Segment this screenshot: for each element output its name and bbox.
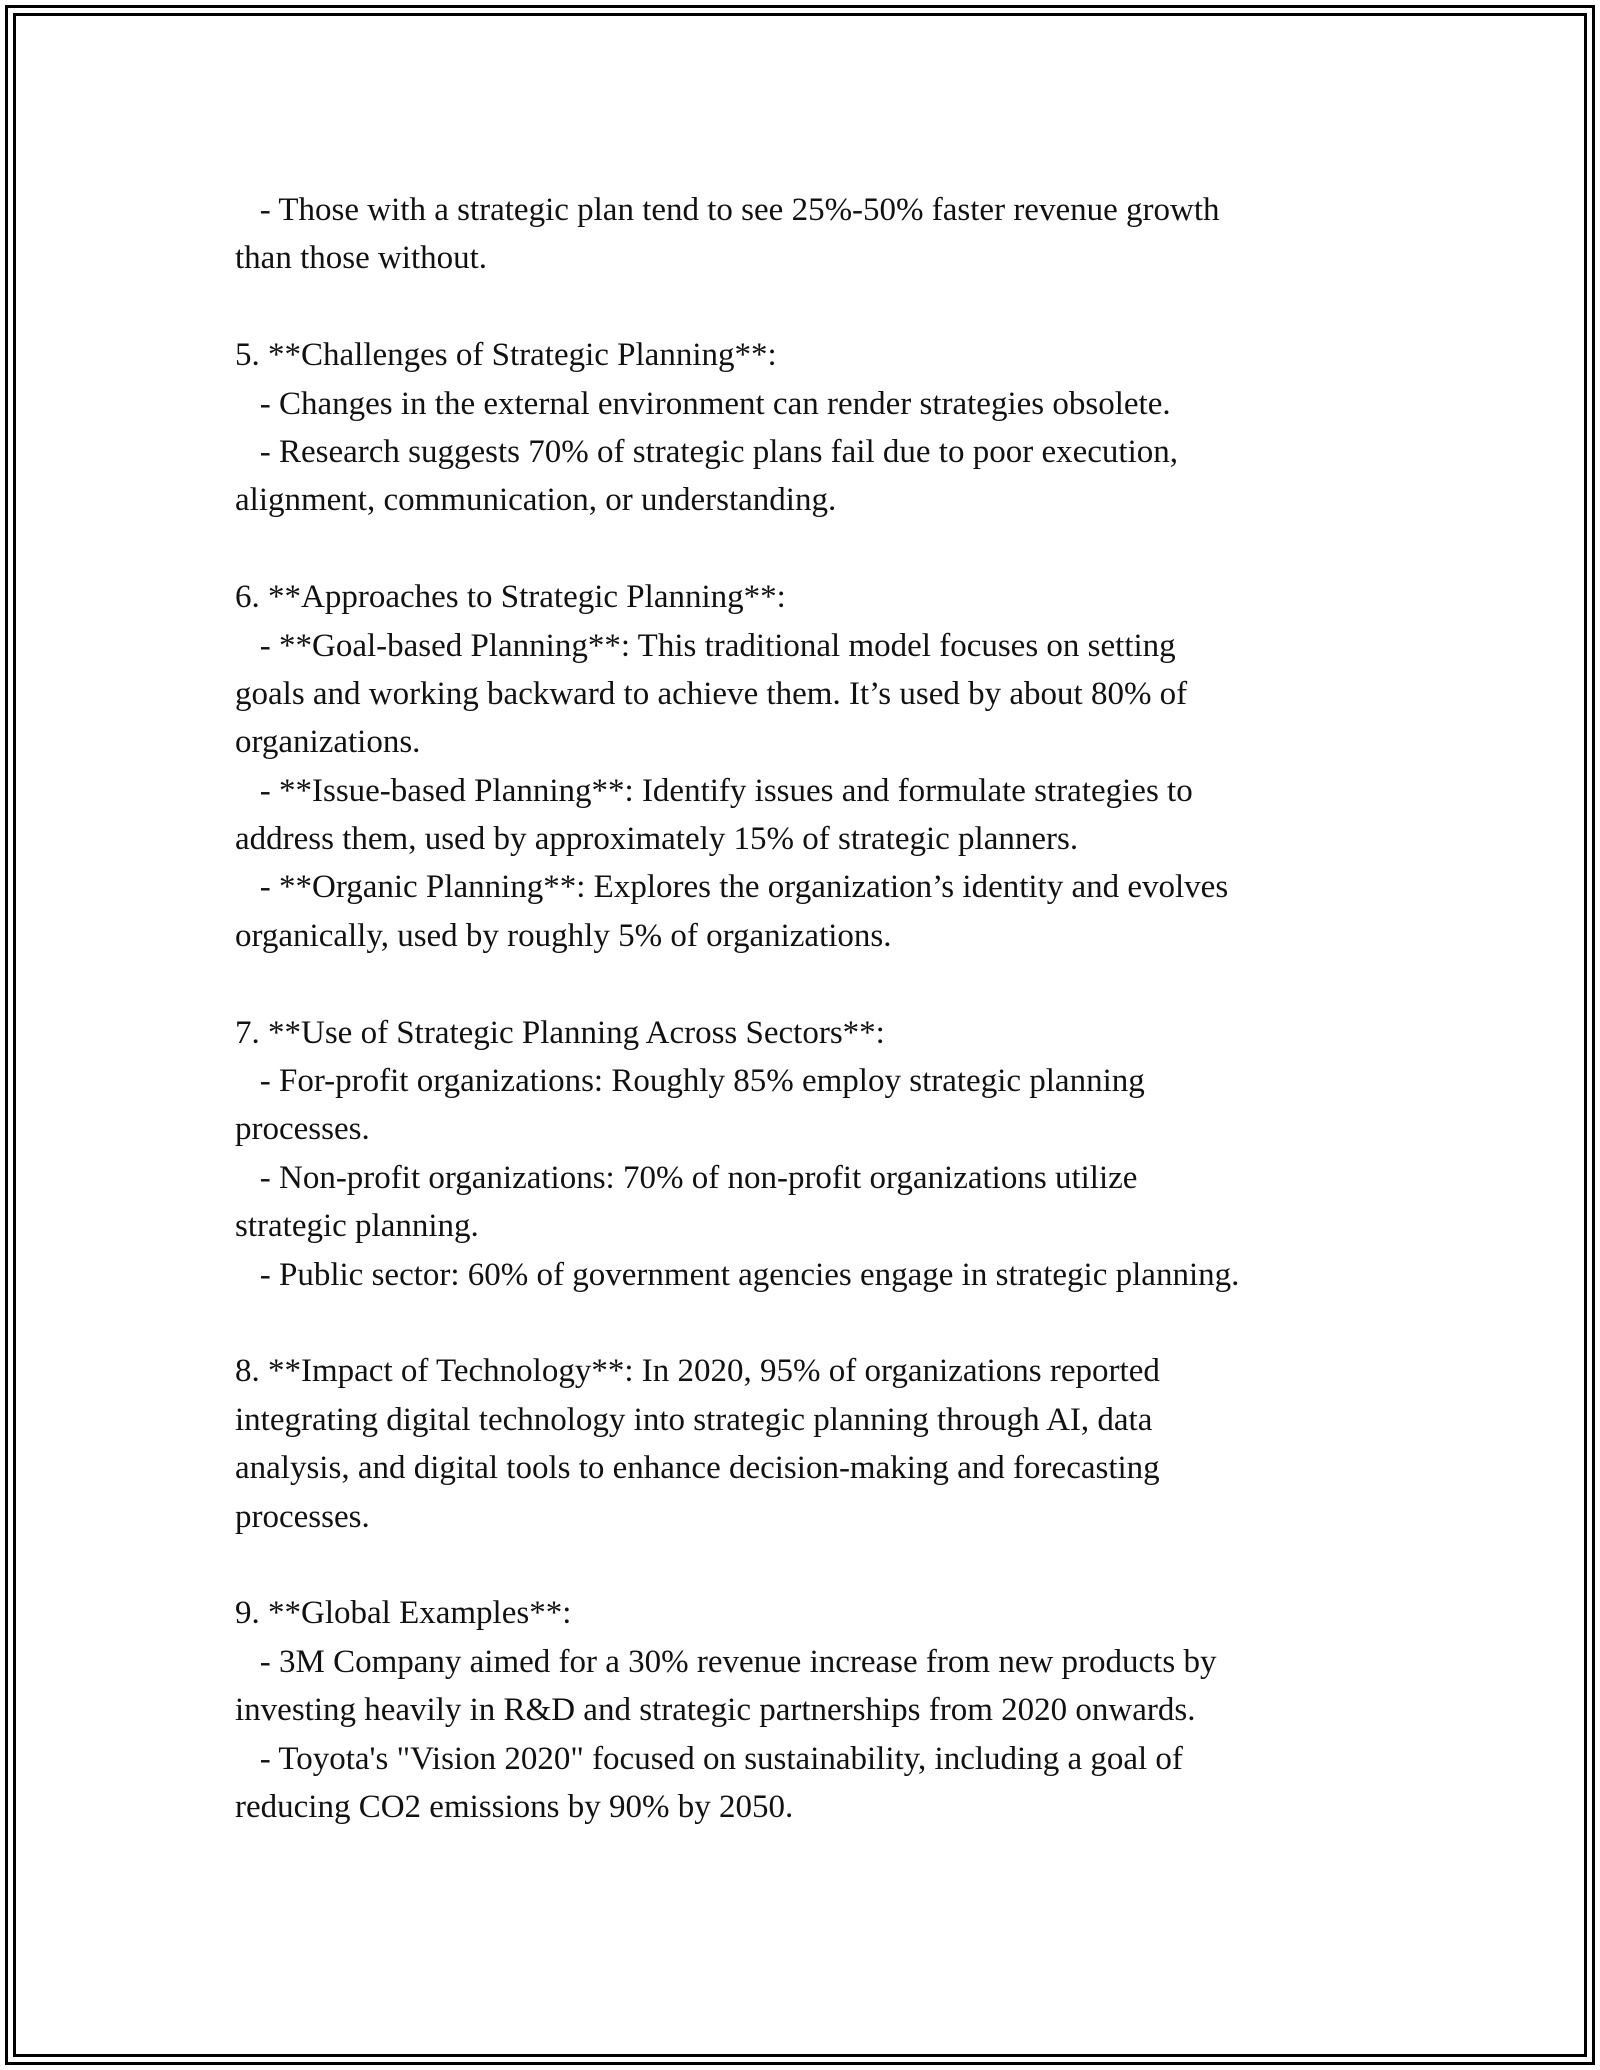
text-line: - Public sector: 60% of government agencies engage in strategic planning. (235, 1256, 1240, 1293)
section-heading: 5. **Challenges of Strategic Planning**: (235, 337, 777, 374)
text-line: processes. (235, 1111, 370, 1148)
text-line: - Toyota's "Vision 2020" focused on sustainability, including a goal of (235, 1740, 1183, 1777)
section-heading: 8. **Impact of Technology**: In 2020, 95% of organizations reported (235, 1353, 1160, 1390)
text-line: reducing CO2 emissions by 90% by 2050. (235, 1788, 794, 1825)
text-line: goals and working backward to achieve them. It’s used by about 80% of (235, 675, 1188, 712)
text-line: alignment, communication, or understanding. (235, 482, 837, 519)
text-line: - **Goal-based Planning**: This traditional model focuses on setting (235, 627, 1176, 664)
section-heading: 9. **Global Examples**: (235, 1595, 572, 1632)
blank-line (235, 283, 1365, 331)
text-line: investing heavily in R&D and strategic partnerships from 2020 onwards. (235, 1692, 1196, 1729)
text-line: integrating digital technology into strategic planning through AI, data (235, 1401, 1153, 1438)
blank-line (235, 1541, 1365, 1589)
document-body (235, 186, 1365, 1831)
text-line: analysis, and digital tools to enhance decision-making and forecasting (235, 1450, 1160, 1487)
text-line: address them, used by approximately 15% of strategic planners. (235, 821, 1079, 858)
text-line: - For-profit organizations: Roughly 85% employ strategic planning (235, 1063, 1145, 1100)
text-line: than those without. (235, 240, 488, 277)
blank-line (235, 1299, 1365, 1347)
text-line: - **Issue-based Planning**: Identify issues and formulate strategies to (235, 772, 1193, 809)
section-heading: 6. **Approaches to Strategic Planning**: (235, 579, 786, 616)
text-line: strategic planning. (235, 1208, 479, 1245)
text-line: - 3M Company aimed for a 30% revenue increase from new products by (235, 1643, 1217, 1680)
text-line: - Research suggests 70% of strategic plans fail due to poor execution, (235, 433, 1178, 470)
text-line: processes. (235, 1498, 370, 1535)
text-line: - Non-profit organizations: 70% of non-profit organizations utilize (235, 1159, 1138, 1196)
blank-line (235, 960, 1365, 1008)
text-line: organically, used by roughly 5% of organizations. (235, 917, 892, 954)
blank-line (235, 525, 1365, 573)
text-line: - **Organic Planning**: Explores the organization’s identity and evolves (235, 869, 1229, 906)
section-heading: 7. **Use of Strategic Planning Across Sectors**: (235, 1014, 885, 1051)
text-line: organizations. (235, 724, 421, 761)
text-line: - Changes in the external environment can render strategies obsolete. (235, 385, 1171, 422)
text-line: - Those with a strategic plan tend to see 25%-50% faster revenue growth (235, 192, 1220, 228)
